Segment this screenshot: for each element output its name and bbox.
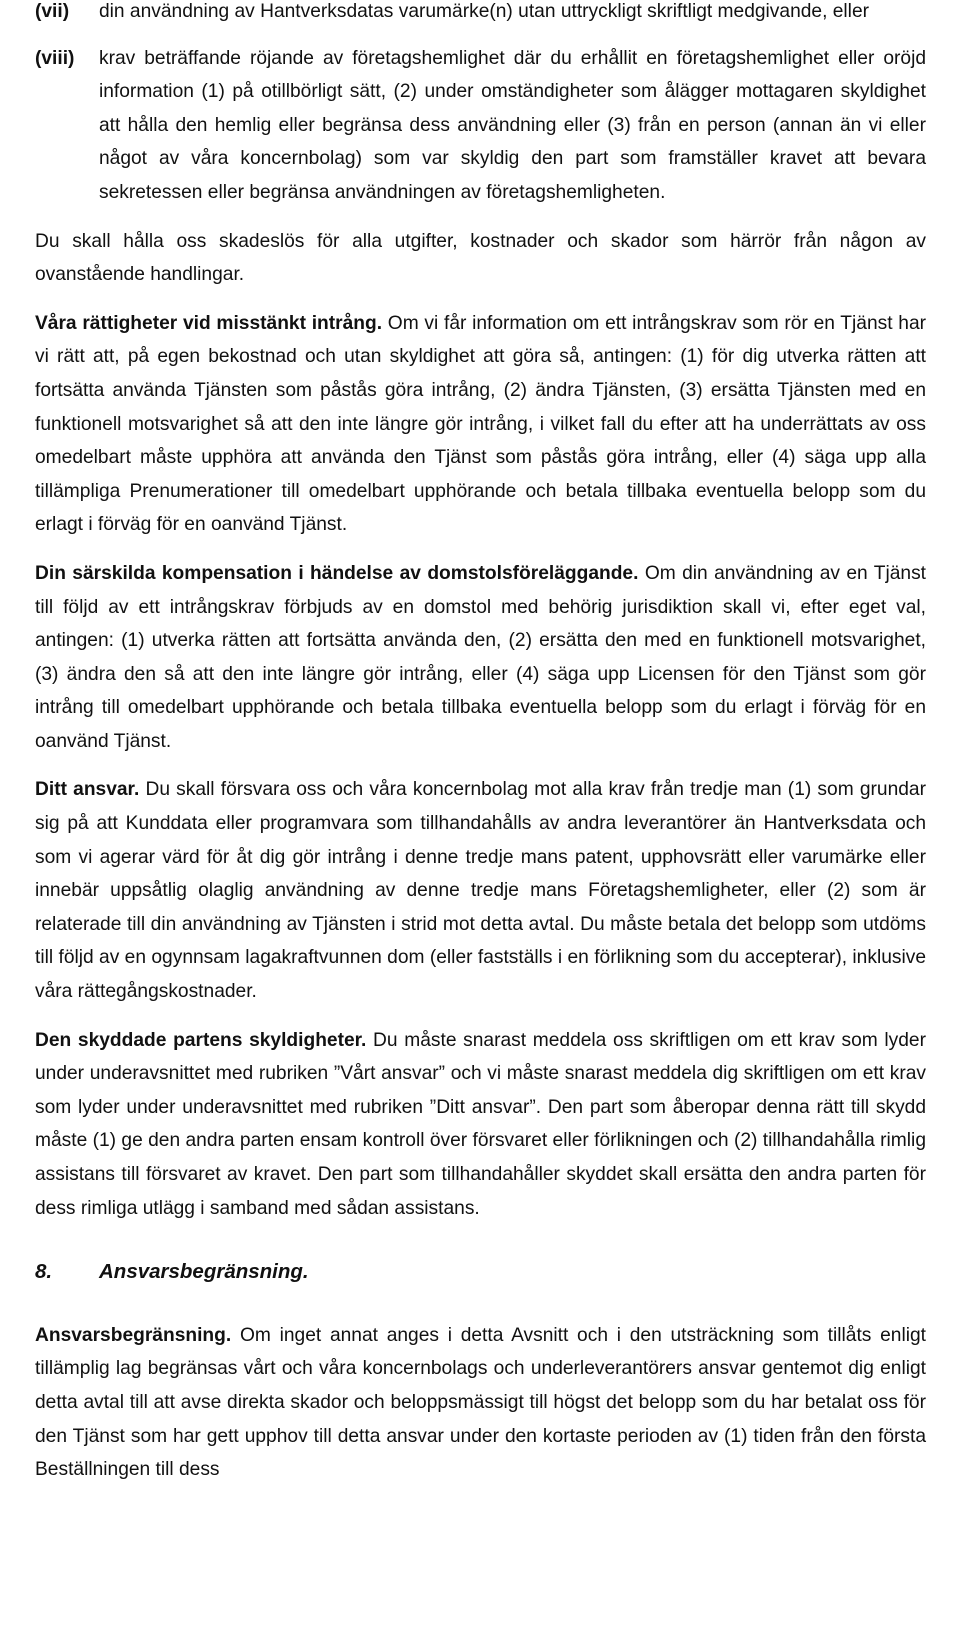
responsibility-paragraph: [35, 773, 926, 1008]
list-item-viii: [35, 42, 926, 210]
list-item-vii: [35, 0, 926, 29]
list-item-text: din användning av Hantverksdatas varumärke(n) utan uttryckligt skriftligt medgivande, eller: [99, 1, 870, 22]
list-item-label: (vii): [35, 1, 70, 22]
paragraph-lead: Din särskilda kompensation i händelse av domstolsföreläggande.: [35, 562, 639, 584]
indemnity-paragraph: [35, 225, 926, 292]
section-heading: [35, 1255, 926, 1289]
rights-paragraph: [35, 307, 926, 542]
protected-party-paragraph: [35, 1024, 926, 1226]
paragraph-text: Om din användning av en Tjänst till följd av ett intrångskrav förbjuds av en domstol med behörig jurisdiktion skall vi, efter eget val, antingen: (1) utverka rätten att fortsätta använda den, (2) ersätta den med en funktionell motsvarighet, (3) ändra den så att den inte längre gör intrång, eller (4) säga upp Licensen för den Tjänst som gör intrång till omedelbart upphörande och betala tillbaka eventuella belopp som du erlagt i förväg för en oanvänd Tjänst.: [35, 562, 926, 752]
list-item-label: (viii): [35, 47, 75, 69]
paragraph-text: Om inget annat anges i detta Avsnitt och i den utsträckning som tillåts enligt tillämplig lag begränsas vårt och våra koncernbolags och underleverantörers ansvar gentemot dig enligt detta avtal till att avse direkta skador och beloppsmässigt till högst det belopp som du har betalat oss för den Tjänst som har gett upphov till detta ansvar under den kortaste perioden av (1) tiden från den första Beställningen till dess: [35, 1324, 926, 1481]
paragraph-text: Du måste snarast meddela oss skriftligen om ett krav som lyder under underavsnittet med rubriken ”Vårt ansvar” och vi måste snarast meddela dig skriftligen om ett krav som lyder under underavsnittet med rubriken ”Ditt ansvar”. Den part som åberopar denna rätt till skydd måste (1) ge den andra parten ensam kontroll över försvaret eller förlikningen och (2) tillhandahålla rimlig assistans till försvaret av kravet. Den part som tillhandahåller skyddet skall ersätta den andra parten för dess rimliga utlägg i samband med sådan assistans.: [35, 1029, 926, 1219]
paragraph-lead: Ansvarsbegränsning.: [35, 1324, 232, 1346]
paragraph-lead: Den skyddade partens skyldigheter.: [35, 1029, 367, 1051]
paragraph-text: Du skall hålla oss skadeslös för alla utgifter, kostnader och skador som härrör från någon av ovanstående handlingar.: [35, 230, 926, 286]
paragraph-lead: Ditt ansvar.: [35, 779, 140, 801]
limitation-paragraph: [35, 1319, 926, 1487]
list-item-text: krav beträffande röjande av företagshemlighet där du erhållit en företagshemlighet eller oröjd information (1) på otillbörligt sätt, (2) under omständigheter som ålägger mottagaren skyldighet att hålla den hemlig eller begränsa dess användning eller (3) från en person (annan än vi eller något av våra koncernbolag) som var skyldig den part som framställer kravet att bevara sekretessen eller begränsa användningen av företagshemligheten.: [99, 47, 926, 203]
paragraph-text: Du skall försvara oss och våra koncernbolag mot alla krav från tredje man (1) som grundar sig på att Kunddata eller programvara som tillhandahålls av andra leverantörer än Hantverksdata och som vi agerar värd för åt dig gör intrång i denne tredje mans patent, upphovsrätt eller varumärke eller innebär uppsåtlig olaglig användning av denne tredje mans Företagshemligheter, eller (2) som är relaterade till din användning av Tjänsten i strid mot detta avtal. Du måste betala det belopp som utdöms till följd av en ogynnsam lagakraftvunnen dom (eller fastställs i en förlikning som du accepterar), inklusive våra rättegångskostnader.: [35, 779, 926, 1003]
section-title: Ansvarsbegränsning.: [99, 1260, 309, 1284]
section-number: 8.: [35, 1260, 53, 1284]
paragraph-text: Om vi får information om ett intrångskrav som rör en Tjänst har vi rätt att, på egen bekostnad och utan skyldighet att göra så, antingen: (1) för dig utverka rätten att fortsätta använda Tjänsten som påstås göra intrång, (2) ändra Tjänsten, (3) ersätta Tjänsten med en funktionell motsvarighet så att den inte längre gör intrång, i vilket fall du efter att ha underrättats av oss omedelbart måste upphöra att använda den Tjänst som påstås göra intrång, eller (4) säga upp alla tillämpliga Prenumerationer till omedelbart upphörande och betala tillbaka eventuella belopp som du erlagt i förväg för en oanvänd Tjänst.: [35, 312, 926, 536]
compensation-paragraph: [35, 557, 926, 759]
paragraph-lead: Våra rättigheter vid misstänkt intrång.: [35, 312, 383, 334]
